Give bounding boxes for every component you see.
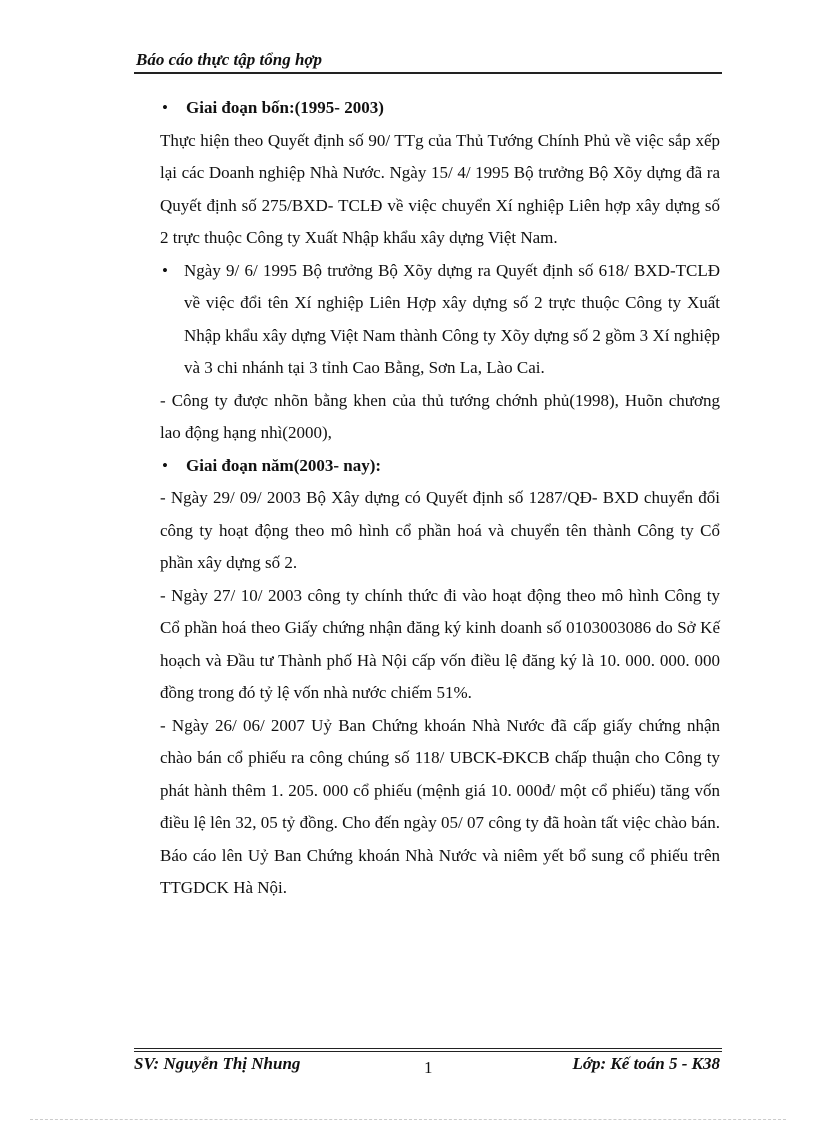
section5-paragraph-2: - Ngày 27/ 10/ 2003 công ty chính thức đi vào hoạt động theo mô hình Công ty Cổ phần hoá theo Giấy chứng nhận đăng ký kinh doanh số 0103003086 do Sở Kế hoạch và Đầu tư Thành phố Hà Nội cấp vốn điều lệ đăng ký là 10. 000. 000. 000 đồng trong đó tỷ lệ vốn nhà nước chiếm 51%. — [160, 585, 720, 702]
header-title: Báo cáo thực tập tổng hợp — [136, 50, 323, 69]
page-header — [134, 48, 722, 74]
bullet-icon: • — [162, 260, 168, 280]
section4-heading-text: Giai đoạn bốn:(1995- 2003) — [186, 98, 384, 117]
footer-divider — [134, 1048, 722, 1049]
section5-heading — [160, 450, 720, 483]
section4-paragraph-1: Thực hiện theo Quyết định số 90/ TTg của Thủ Tướng Chính Phủ về việc sắp xếp lại các Doanh nghiệp Nhà Nước. Ngày 15/ 4/ 1995 Bộ trưởng Bộ Xõy dựng đã ra Quyết định số 275/BXD- TCLĐ về việc chuyển Xí nghiệp Liên hợp xây dựng số 2 trực thuộc Công ty Xuất Nhập khẩu xây dựng Việt Nam. — [160, 130, 720, 247]
footer-class: Lớp: Kế toán 5 - K38 — [572, 1054, 720, 1073]
footer-divider — [134, 1051, 722, 1052]
section5-heading-text: Giai đoạn năm(2003- nay): — [186, 455, 382, 475]
section5-paragraph-3: - Ngày 26/ 06/ 2007 Uỷ Ban Chứng khoán Nhà Nước đã cấp giấy chứng nhận chào bán cổ phiếu ra công chúng số 118/ UBCK-ĐKCB chấp thuận cho Công ty phát hành thêm 1. 205. 000 cổ phiếu (mệnh giá 10. 000đ/ một cổ phiếu) tăng vốn điều lệ lên 32, 05 tỷ đồng. Cho đến ngày 05/ 07 công ty đã hoàn tất việc chào bán. Báo cáo lên Uỷ Ban Chứng khoán Nhà Nước và niêm yết bổ sung cổ phiếu trên TTGDCK Hà Nội. — [160, 715, 720, 897]
footer-student-name: SV: Nguyễn Thị Nhung — [134, 1054, 301, 1073]
bullet-icon: • — [162, 455, 168, 475]
document-body — [160, 92, 720, 905]
section4-bullet-item — [160, 255, 720, 385]
section4-bullet-text: Ngày 9/ 6/ 1995 Bộ trưởng Bộ Xõy dựng ra Quyết định số 618/ BXD-TCLĐ về việc đổi tên Xí nghiệp Liên Hợp xây dựng số 2 trực thuộc Công ty Xuất Nhập khẩu xây dựng Việt Nam thành Công ty Xõy dựng số 2 gồm 3 Xí nghiệp và 3 chi nhánh tại 3 tỉnh Cao Bằng, Sơn La, Lào Cai. — [184, 260, 720, 377]
page-edge — [30, 1119, 786, 1120]
section4-heading — [160, 92, 720, 125]
section5-paragraph-1: - Ngày 29/ 09/ 2003 Bộ Xây dựng có Quyết định số 1287/QĐ- BXD chuyển đổi công ty hoạt động theo mô hình cổ phần hoá và chuyển tên thành Công ty Cổ phần xây dựng số 2. — [160, 488, 720, 572]
section4-paragraph-2: - Công ty được nhõn bằng khen của thủ tướng chớnh phủ(1998), Huõn chương lao động hạng nhì(2000), — [160, 390, 720, 442]
bullet-icon: • — [162, 98, 168, 117]
page-number: 1 — [424, 1058, 433, 1077]
